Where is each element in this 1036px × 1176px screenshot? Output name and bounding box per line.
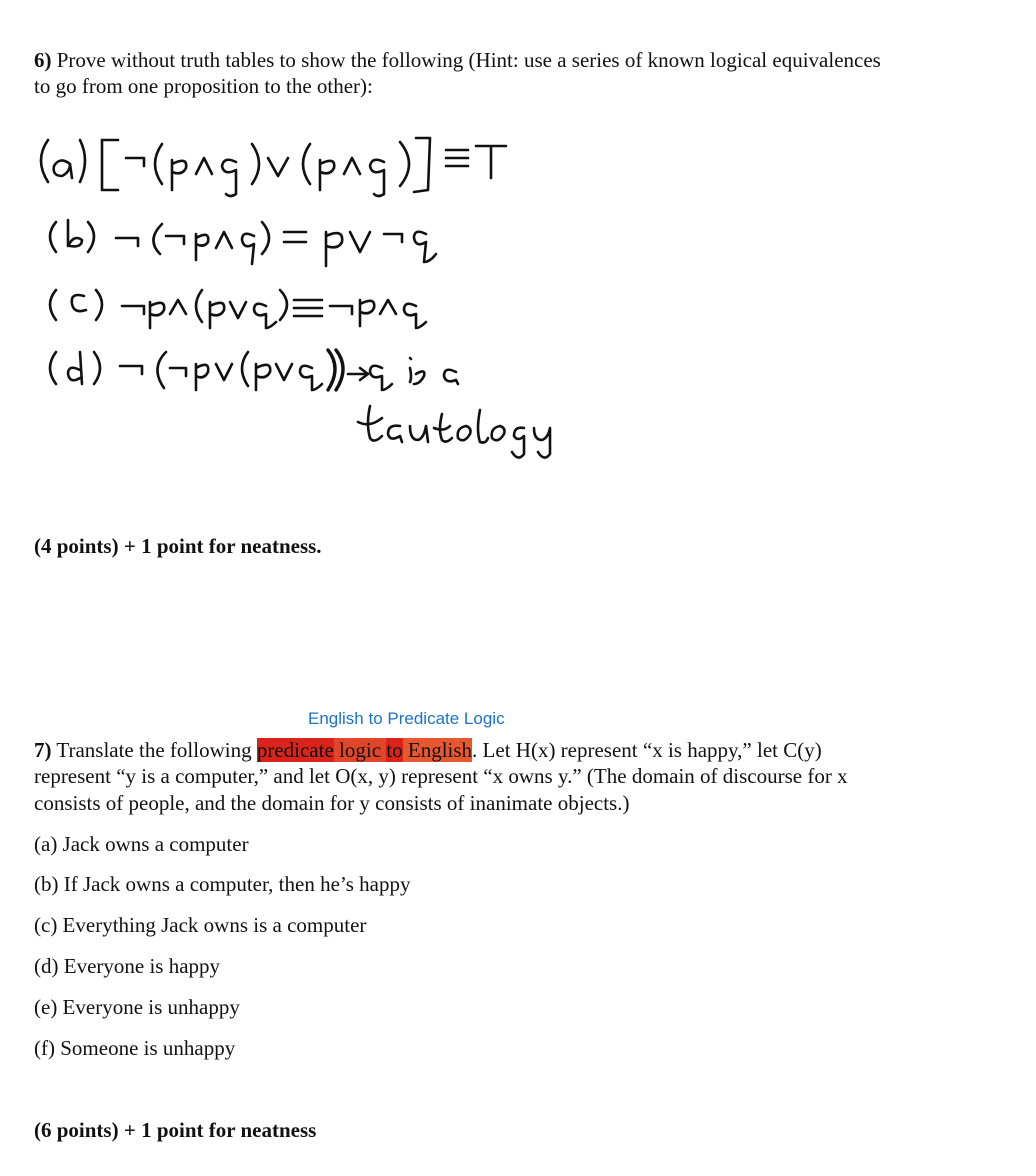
q6-neatness: + 1 point for neatness. — [118, 534, 322, 558]
q6-number: 6) — [34, 48, 52, 72]
q6-prompt — [34, 47, 881, 73]
highlight-logic[interactable]: logic — [333, 738, 387, 762]
q7-prompt-post: . Let H(x) represent “x is happy,” let C(y) — [472, 738, 822, 762]
highlight-predicate[interactable]: predicate — [256, 738, 334, 762]
highlight-to[interactable]: to — [386, 738, 403, 762]
q7-prompt-line2: represent “y is a computer,” and let O(x, y) represent “x owns y.” (The domain of discourse for x — [34, 764, 848, 788]
q7-prompt — [34, 737, 822, 763]
q7-item-e: (e) Everyone is unhappy — [34, 995, 240, 1019]
q7-number: 7) — [34, 738, 52, 762]
q7-item-a: (a) Jack owns a computer — [34, 832, 249, 856]
q7-item-c: (c) Everything Jack owns is a computer — [34, 913, 367, 937]
comment-annotation[interactable]: English to Predicate Logic — [308, 709, 505, 728]
q7-points-line — [34, 1117, 316, 1143]
q7-neatness: + 1 point for neatness — [118, 1118, 317, 1142]
hw-line-a — [41, 138, 506, 196]
q7-item-d: (d) Everyone is happy — [34, 954, 221, 978]
highlight-english[interactable]: English — [402, 738, 473, 762]
q6-prompt-line2: to go from one proposition to the other): — [34, 74, 373, 98]
q6-prompt-text: Prove without truth tables to show the following (Hint: use a series of known logical equivalences — [56, 48, 881, 72]
q6-points: (4 points) — [34, 534, 119, 558]
q7-item-b: (b) If Jack owns a computer, then he’s happy — [34, 872, 411, 896]
q7-item-f: (f) Someone is unhappy — [34, 1036, 236, 1060]
hw-line-c — [50, 290, 426, 328]
handwriting-strokes — [30, 128, 650, 478]
hw-line-d — [50, 350, 550, 458]
q7-prompt-line3: consists of people, and the domain for y consists of inanimate objects.) — [34, 791, 630, 815]
hw-line-b — [50, 220, 436, 266]
q6-points-line — [34, 533, 322, 559]
q6-handwritten-expressions — [30, 128, 650, 478]
q7-prompt-pre: Translate the following — [51, 738, 257, 762]
q7-points: (6 points) — [34, 1118, 119, 1142]
